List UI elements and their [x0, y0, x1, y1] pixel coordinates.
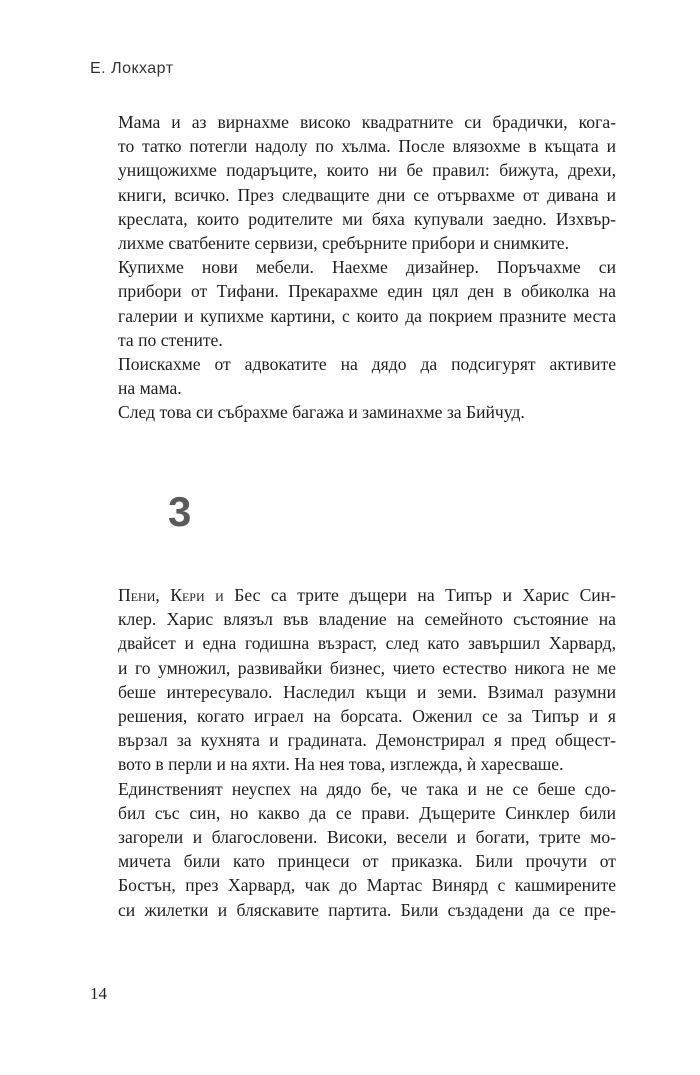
text-line: прибори от Тифани. Прекарахме един цял ден в обиколка на: [118, 281, 616, 302]
text-line: Поискахме от адвокатите на дядо да подсигурят активите: [118, 354, 616, 375]
text-line: то татко потегли надолу по хълма. После влязохме в къщата и: [118, 136, 616, 157]
text-line: Купихме нови мебели. Наехме дизайнер. Поръчахме си: [118, 257, 616, 278]
text-line: на мама.: [118, 378, 182, 399]
text-line: Бостън, през Харвард, чак до Мартас Винярд с кашмирените: [118, 875, 616, 896]
text-line: галерии и купихме картини, с които да покрием празните места: [118, 305, 616, 326]
text-line: бил със син, но какво да се прави. Дъщерите Синклер били: [118, 802, 616, 823]
text-line: клер. Харис влязъл във владение на семейното състояние на: [118, 609, 616, 630]
paragraph: [90, 352, 616, 400]
text-line: загорели и благословени. Високи, весели и богати, трите мо-: [118, 827, 616, 848]
paragraph: [90, 583, 616, 777]
section-2-text: [90, 583, 616, 922]
running-header-author: Е. Локхарт: [90, 60, 174, 77]
text-line: мичета били като принцеси от приказка. Били прочути от: [118, 851, 616, 872]
section-1-text: [90, 110, 616, 425]
paragraph: [90, 110, 616, 255]
text-line: Единственият неуспех на дядо бе, че така и не се беше сдо-: [118, 778, 616, 799]
page-number: 14: [90, 984, 107, 1003]
text-line: унищожихме подаръците, които ни бе правил: бижута, дрехи,: [118, 160, 616, 181]
text-line: беше интересувало. Наследил къщи и земи. Взимал разумни: [118, 681, 616, 702]
text-line: двайсет и една годишна възраст, след като завършил Харвард,: [118, 633, 616, 654]
text-line: Мама и аз вирнахме високо квадратните си брадички, кога-: [118, 112, 616, 132]
text-line: та по стените.: [118, 329, 223, 350]
text-line: лихме сватбените сервизи, сребърните прибори и снимките.: [118, 233, 570, 254]
paragraph: [90, 400, 616, 424]
opening-rest: Бес са трите дъщери на Типър и Харис Син-: [234, 585, 616, 605]
chapter-number: 3: [168, 488, 192, 535]
text-line: креслата, които родителите ми бяха купували заедно. Изхвър-: [118, 208, 616, 229]
text-line: вото в перли и на яхти. На нея това, изглежда, ѝ харесваше.: [118, 754, 564, 775]
paragraph: [90, 777, 616, 922]
paragraph: [90, 255, 616, 352]
opening-names: Пени, Кери: [118, 585, 205, 605]
text-line: решения, когато играел на борсата. Оженил се за Типър и я: [118, 706, 616, 727]
text-line: и го умножил, развивайки бизнес, чието естество никога не ме: [118, 657, 616, 678]
text-line: вързал за кухнята и градината. Демонстрирал я пред общест-: [118, 730, 616, 751]
text-line: си жилетки и бляскавите партита. Били създадени да се пре-: [118, 899, 616, 920]
text-line: книги, всичко. През следващите дни се отървахме от дивана и: [118, 184, 616, 205]
opening-line: [90, 583, 616, 607]
opening-and: и: [215, 585, 224, 605]
text-line: След това си събрахме багажа и заминахме за Бийчуд.: [118, 402, 525, 423]
